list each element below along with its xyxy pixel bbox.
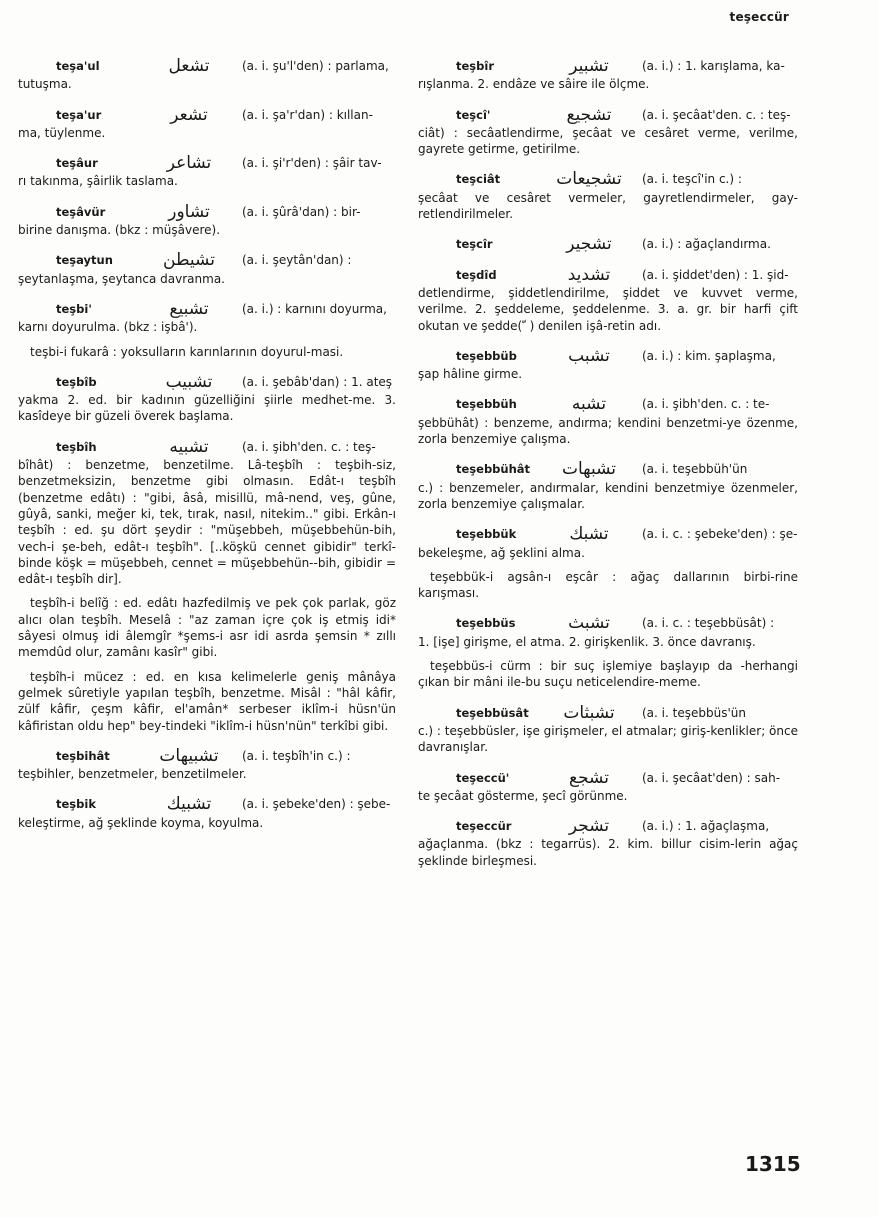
dictionary-entry <box>418 569 798 602</box>
dictionary-entry <box>418 615 798 650</box>
arabic-script: تشبير <box>569 56 609 76</box>
sub-entry: teşbîh-i mücez : ed. en kısa kelimelerle geniş mânâya gelmek sûretiyle yapılan teşbîh, benzetme. Misâl : "hâl kâfir, zülf kâfir, çeşm kâfir, el'amân* serbeser iklîm-i hüsn'ün kâfiristan oldu hep" bey-tindeki "iklîm-i hüsn'nün" terkîbi gibi. <box>18 669 396 733</box>
arabic-script: تشبب <box>568 345 610 366</box>
dictionary-entry <box>418 658 798 691</box>
arabic-script: تشبيب <box>165 371 213 392</box>
headword: teşbîr <box>456 59 494 73</box>
definition-text: karnı doyurulma. (bkz : işbâ'). <box>18 320 198 335</box>
arabic-script: تشبيع <box>169 298 209 319</box>
definition-text: şebbühât) : benzeme, andırma; kendini benzetmi-ye özenme, zorla benzemiye çalışma. <box>418 415 798 447</box>
headword: teşbi' <box>56 301 92 316</box>
definition-text: rı takınma, şâirlik taslama. <box>18 174 178 189</box>
gloss-start: (a. i. şecâat'den) : sah- <box>642 770 781 785</box>
definition-text: tutuşma. <box>18 77 72 92</box>
headword: teşcî' <box>456 107 491 122</box>
arabic-script: تشبيك <box>166 794 212 815</box>
arabic-script: تشجع <box>569 767 609 788</box>
headword: teşaytun <box>56 253 113 268</box>
headword: teşebbühât <box>456 462 531 477</box>
arabic-script: تشاور <box>168 201 210 222</box>
headword: teşa'ul <box>56 59 100 73</box>
dictionary-entry <box>418 58 798 93</box>
arabic-script: تشبهات <box>561 459 617 480</box>
dictionary-entry <box>18 155 396 190</box>
dictionary-entry <box>418 526 798 561</box>
gloss-start: (a. i. teşbîh'in c.) : <box>242 748 351 763</box>
headword: teşciât <box>456 172 501 187</box>
dictionary-entry <box>18 371 396 425</box>
dictionary-entry <box>418 264 798 334</box>
gloss-start: (a. i.) : karnını doyurma, <box>242 301 387 316</box>
arabic-script: تشجيع <box>566 104 612 125</box>
headword-line <box>56 298 396 319</box>
definition-text: bekeleşme, ağ şeklini alma. <box>418 545 585 560</box>
headword-line <box>56 250 396 271</box>
dictionary-entry <box>18 436 396 588</box>
dictionary-entry <box>418 171 798 222</box>
dictionary-entry <box>18 669 396 734</box>
definition-text: ma, tüylenme. <box>18 125 106 140</box>
gloss-start: (a. i. şibh'den. c. : teş- <box>242 439 376 454</box>
gloss-start: (a. i. şi'r'den) : şâir tav- <box>242 156 382 171</box>
dictionary-entry <box>18 104 396 142</box>
headword-line <box>56 745 396 766</box>
sub-entry: teşebbüs-i cürm : bir suç işlemiye başlayıp da -herhangi çıkan bir mâni ile-bu suçu neticelendire-meme. <box>418 659 798 690</box>
headword: teşbîb <box>56 374 97 389</box>
dictionary-entry <box>18 298 396 336</box>
gloss-start: (a. i. c. : şebeke'den) : şe- <box>642 527 798 542</box>
definition-text: şap hâline girme. <box>418 367 523 382</box>
headword-line <box>456 169 798 190</box>
gloss-start: (a. i. teşebbüh'ün <box>642 462 748 477</box>
definition-text: c.) : teşebbüsler, işe girişmeler, el atmalar; giriş-kenlikler; önce davranışlar. <box>418 723 798 755</box>
dictionary-entry <box>418 767 798 805</box>
headword-line <box>456 58 798 74</box>
headword: teşebbük <box>456 527 517 542</box>
sub-entry: teşebbük-i agsân-ı eşcâr : ağaç dallarının birbi-rine karışması. <box>418 569 798 601</box>
headword-line <box>56 794 396 815</box>
dictionary-entry <box>18 745 396 783</box>
headword-line <box>456 459 798 480</box>
headword-line <box>456 613 798 634</box>
arabic-script: تشبثات <box>563 702 615 723</box>
headword-line <box>456 702 798 723</box>
headword: teşebbüb <box>456 348 517 363</box>
definition-text: bîhât) : benzetme, benzetilme. Lâ-teşbîh : teşbih-siz, benzetmeksizin, benzetme gibi olmasın. Edât-ı teşbîh (benzetme edâtı) : "gibi, âsâ, misillü, mâ-nend, veş, gûne, gûyâ, sanki, meğer ki, tek, tırak, nasıl, nitekim.." gibi. Erkân-ı teşbîh : ed. şu dört şeydir : "müşebbeh, müşebbehün-bih, vech-i şe-beh, edât-ı teşbîh". [..köşkü cennet gibidir" terkî-binde köşk = müşebbeh, cennet = müşebbehün--bih, gibidir = edât-ı teşbîh dir]. <box>18 458 396 587</box>
gloss-start: (a. i. şa'r'dan) : kıllan- <box>242 107 373 122</box>
dictionary-entry <box>18 201 396 239</box>
dictionary-entry <box>418 702 798 756</box>
arabic-script: تشجير <box>566 234 612 255</box>
definition-text: rışlanma. 2. endâze ve sâire ile ölçme. <box>418 77 650 92</box>
headword-line <box>456 524 798 545</box>
gloss-start: (a. i. c. : teşebbüsât) : <box>642 616 775 631</box>
headword: teşebbüs <box>456 616 516 631</box>
gloss-start: (a. i. şûrâ'dan) : bir- <box>242 204 361 219</box>
gloss-start: (a. i. teşebbüs'ün <box>642 705 746 720</box>
headword-line <box>56 58 396 74</box>
gloss-start: (a. i.) : 1. ağaçlaşma, <box>642 819 770 834</box>
definition-text: c.) : benzemeler, andırmalar, kendini benzetmiye özenmeler, zorla benzemiye çalışmalar. <box>418 480 798 511</box>
gloss-start: (a. i. şeytân'dan) : <box>242 253 352 268</box>
gloss-start: (a. i. şu'l'den) : parlama, <box>242 59 389 73</box>
running-head: teşeccür <box>729 10 789 24</box>
definition-text: şeytanlaşma, şeytanca davranma. <box>18 271 225 286</box>
dictionary-entry <box>418 345 798 383</box>
headword: teşâvür <box>56 204 106 219</box>
headword: teşdîd <box>456 267 497 282</box>
dictionary-entry <box>18 344 396 360</box>
dictionary-entry <box>418 234 798 255</box>
arabic-script: تشبك <box>569 524 609 545</box>
headword-line <box>56 436 396 457</box>
headword-line <box>56 371 396 392</box>
definition-text: teşbihler, benzetmeler, benzetilmeler. <box>18 767 247 782</box>
definition-text: ciât) : secâatlendirme, şecâat ve cesâret verme, verilme, gayrete getirme, getirilme. <box>418 125 798 157</box>
arabic-script: تشبه <box>571 394 607 415</box>
arabic-script: تشبث <box>568 613 610 634</box>
headword: teşeccür <box>456 819 512 834</box>
gloss-start: (a. i. şibh'den. c. : te- <box>642 397 770 412</box>
arabic-script: تشعل <box>168 56 210 76</box>
dictionary-entry <box>418 104 798 158</box>
gloss-start: (a. i. teşcî'in c.) : <box>642 172 742 187</box>
dictionary-entry <box>418 396 798 447</box>
dictionary-entry <box>418 461 798 512</box>
dictionary-entry <box>18 252 396 287</box>
gloss-start: (a. i. şebeke'den) : şebe- <box>242 797 391 812</box>
arabic-script: تشاعر <box>166 153 212 174</box>
page-number: 1315 <box>745 1152 801 1176</box>
arabic-script: تشديد <box>567 264 611 285</box>
definition-text: te şecâat gösterme, şecî görünme. <box>418 788 628 803</box>
headword: teşbîh <box>56 439 97 454</box>
headword: teşebbüsât <box>456 705 529 720</box>
headword: teşbihât <box>56 748 110 763</box>
arabic-script: تشجر <box>568 816 610 837</box>
definition-text: 1. [işe] girişme, el atma. 2. girişkenlik. 3. önce davranış. <box>418 634 756 649</box>
arabic-script: تشعر <box>170 104 208 125</box>
headword-line <box>56 104 396 125</box>
sub-entry: teşbi-i fukarâ : yoksulların karınlarının doyurul-masi. <box>30 344 344 359</box>
headword-line <box>456 234 798 255</box>
arabic-script: تشبيهات <box>159 745 219 766</box>
headword-line <box>456 816 798 837</box>
definition-text: keleştirme, ağ şeklinde koyma, koyulma. <box>18 815 264 830</box>
definition-text: şecâat ve cesâret vermeler, gayretlendirmeler, gay-retlendirilmeler. <box>418 190 798 222</box>
headword-line <box>456 767 798 788</box>
headword: teşâur <box>56 156 98 171</box>
definition-text: detlendirme, şiddetlendirilme, şiddet ve kuvvet verme, verilme. 2. şeddeleme, şeddelenme. 3. a. gr. bir harfi çift okutan ve şedde( ّ ) denilen işâ-retin adı. <box>418 285 798 333</box>
headword: teşa'ur <box>56 107 102 122</box>
left-column <box>18 58 396 845</box>
arabic-script: تشجيعات <box>556 169 622 190</box>
sub-entry: teşbîh-i belîğ : ed. edâtı hazfedilmiş ve pek çok parlak, göz alıcı olan teşbîh. Meselâ : "az zaman içre çok iş etmiş idi* sâyesi olmuş idi âlemgîr *şems-i asr idi asrda şemsin * zıllı memdûd olur, zamânı kasîr" gibi. <box>18 596 396 660</box>
gloss-start: (a. i. şebâb'dan) : 1. ateş <box>242 374 393 389</box>
dictionary-entry <box>18 595 396 660</box>
headword: teşeccü' <box>456 770 510 785</box>
headword-line <box>456 345 798 366</box>
definition-text: yakma 2. ed. bir kadının güzelliğini şiirle medhet-me. 3. kasîdeye bir güzeli överek başlama. <box>18 393 396 424</box>
headword-line <box>456 264 798 285</box>
gloss-start: (a. i.) : ağaçlandırma. <box>642 237 771 252</box>
definition-text: birine danışma. (bkz : müşâvere). <box>18 223 221 238</box>
headword: teşbik <box>56 797 96 812</box>
headword: teşebbüh <box>456 397 517 412</box>
gloss-start: (a. i. şecâat'den. c. : teş- <box>642 107 791 122</box>
dictionary-entry <box>18 796 396 831</box>
dictionary-entry <box>18 58 396 93</box>
right-column <box>418 58 798 883</box>
arabic-script: تشيطن <box>163 250 215 271</box>
gloss-start: (a. i.) : 1. karışlama, ka- <box>642 59 785 73</box>
headword: teşcîr <box>456 237 493 252</box>
definition-text: ağaçlanma. (bkz : tegarrüs). 2. kim. billur cisim-lerin ağaç şeklinde birleşmesi. <box>418 837 798 868</box>
headword-line <box>456 104 798 125</box>
gloss-start: (a. i. şiddet'den) : 1. şid- <box>642 267 789 282</box>
dictionary-entry <box>418 818 798 869</box>
gloss-start: (a. i.) : kim. şaplaşma, <box>642 348 776 363</box>
headword-line <box>56 201 396 222</box>
headword-line <box>456 394 798 415</box>
headword-line <box>56 153 396 174</box>
arabic-script: تشبيه <box>169 436 209 457</box>
